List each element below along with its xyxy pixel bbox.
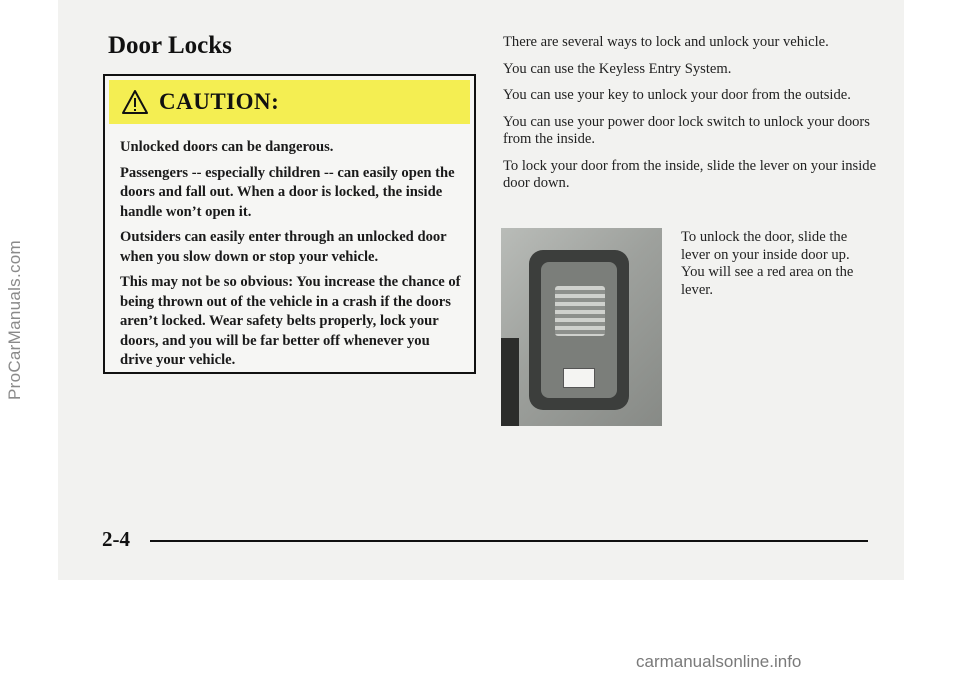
section-title: Door Locks <box>108 32 232 59</box>
door-lock-lever-photo <box>501 228 662 426</box>
side-watermark <box>3 110 27 530</box>
lever-red-area <box>563 368 595 388</box>
watermark-text: ProCarManuals.com <box>5 239 25 401</box>
caution-header <box>109 80 470 124</box>
intro-paragraph: You can use your power door lock switch to unlock your doors from the inside. <box>503 113 870 147</box>
caution-paragraph: This may not be so obvious: You increase the chance of being thrown out of the vehicle in a crash if the doors aren’t locked. Wear safety belts properly, lock your doors, and you will be far better off whenever you drive your vehicle. <box>120 274 461 368</box>
caution-paragraph: Outsiders can easily enter through an unlocked door when you slow down or stop your vehicle. <box>120 229 447 265</box>
caution-paragraph: Unlocked doors can be dangerous. <box>120 139 334 155</box>
footer-rule <box>150 540 868 542</box>
photo-caption <box>681 229 871 299</box>
intro-paragraph: You can use the Keyless Entry System. <box>503 60 732 77</box>
caution-title: CAUTION: <box>159 89 280 114</box>
intro-text <box>503 34 878 202</box>
photo-caption-text: To unlock the door, slide the lever on your inside door up. You will see a red area on the lever. <box>681 229 854 298</box>
caution-text <box>120 138 465 377</box>
door-edge-shadow <box>501 338 519 426</box>
site-footer-watermark: carmanualsonline.info <box>636 652 802 671</box>
intro-paragraph: You can use your key to unlock your door from the outside. <box>503 87 851 103</box>
intro-paragraph: There are several ways to lock and unlock your vehicle. <box>503 34 829 50</box>
caution-paragraph: Passengers -- especially children -- can easily open the doors and fall out. When a door is locked, the inside handle won’t open it. <box>120 164 455 220</box>
intro-paragraph: To lock your door from the inside, slide the lever on your inside door down. <box>503 157 877 191</box>
page-number: 2-4 <box>102 527 130 551</box>
caution-box <box>103 74 476 374</box>
warning-triangle-icon <box>121 89 149 115</box>
lock-lever <box>555 286 605 336</box>
